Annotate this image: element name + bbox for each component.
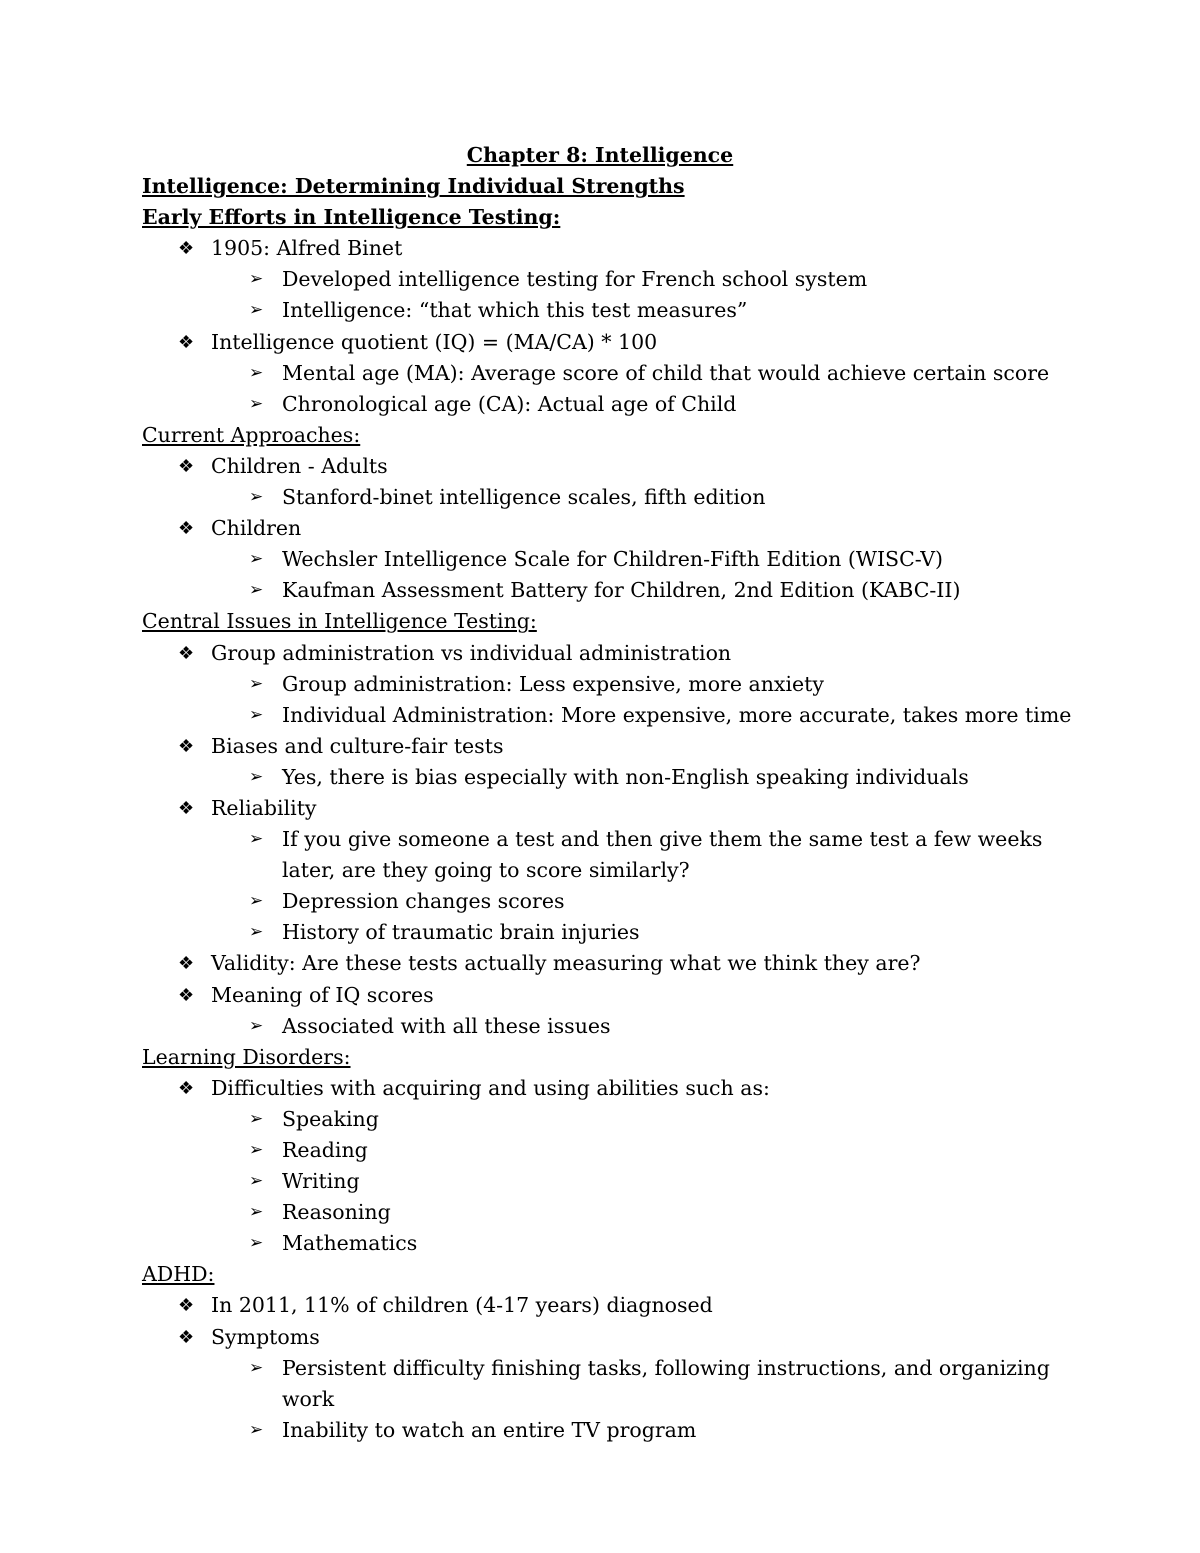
arrow-bullet-icon: ➢ [249,300,264,321]
sub-list-item-text: Inability to watch an entire TV program [282,1417,697,1442]
arrow-bullet-icon: ➢ [249,922,264,943]
sub-list-item-text: Group administration: Less expensive, more anxiety [282,671,824,696]
arrow-bullet-icon: ➢ [249,1233,264,1254]
list-item [142,793,1082,824]
diamond-bullet-icon: ❖ [178,238,195,260]
sub-list-item-text: History of traumatic brain injuries [282,920,640,945]
sub-list-item [142,1353,1062,1415]
list-item-text: In 2011, 11% of children (4-17 years) diagnosed [211,1293,713,1318]
diamond-bullet-icon: ❖ [178,518,195,540]
arrow-bullet-icon: ➢ [249,269,264,290]
list-item-text: Meaning of IQ scores [211,982,434,1007]
arrow-bullet-icon: ➢ [249,766,264,787]
list-item-text: Group administration vs individual administration [211,640,732,665]
diamond-bullet-icon: ❖ [178,735,195,757]
list-item-text: Symptoms [211,1324,320,1349]
list-item-text: Children [211,516,302,541]
sub-list-item-text: Stanford-binet intelligence scales, fifth edition [282,485,766,510]
section-heading: Current Approaches: [142,422,361,447]
sub-list-item [142,917,1082,948]
sub-list-item-text: Associated with all these issues [282,1013,611,1038]
arrow-bullet-icon: ➢ [249,704,264,725]
list-item-text: Biases and culture-fair tests [211,733,504,758]
section-heading: Early Efforts in Intelligence Testing: [142,205,561,230]
sub-list-item [142,700,1082,731]
arrow-bullet-icon: ➢ [249,393,264,414]
section-heading: Central Issues in Intelligence Testing: [142,609,537,634]
sub-list-item-text: Intelligence: “that which this test measures” [282,298,748,323]
sub-list-item-text: Individual Administration: More expensive, more accurate, takes more time [282,702,1072,727]
arrow-bullet-icon: ➢ [249,362,264,383]
arrow-bullet-icon: ➢ [249,1419,264,1440]
section-heading: Learning Disorders: [142,1044,351,1069]
list-item [142,233,1082,264]
list-item [142,1290,1082,1321]
diamond-bullet-icon: ❖ [178,797,195,819]
arrow-bullet-icon: ➢ [249,891,264,912]
sub-list-item-text: Chronological age (CA): Actual age of Child [282,391,737,416]
arrow-bullet-icon: ➢ [249,1357,264,1378]
arrow-bullet-icon: ➢ [249,1108,264,1129]
list-item-text: Children - Adults [211,453,388,478]
arrow-bullet-icon: ➢ [249,549,264,570]
sub-list-item [142,762,1082,793]
sub-list-item [142,1011,1082,1042]
list-item [142,327,1082,358]
sub-list-item [142,1135,1082,1166]
sub-list-item [142,358,1082,389]
sub-list-item [142,886,1082,917]
list-item-text: Reliability [211,795,317,820]
diamond-bullet-icon: ❖ [178,331,195,353]
sub-list-item-text: Wechsler Intelligence Scale for Children-Fifth Edition (WISC-V) [282,547,944,572]
sub-list-item-text: Persistent difficulty finishing tasks, following instructions, and organizing work [282,1355,1050,1411]
sub-list-item-text: Depression changes scores [282,889,565,914]
list-item [142,948,1082,979]
list-item [142,1322,1082,1353]
list-item [142,513,1082,544]
sub-list-item [142,264,1082,295]
section-heading: ADHD: [142,1262,215,1287]
arrow-bullet-icon: ➢ [249,487,264,508]
sub-list-item [142,389,1082,420]
diamond-bullet-icon: ❖ [178,455,195,477]
arrow-bullet-icon: ➢ [249,580,264,601]
arrow-bullet-icon: ➢ [249,1202,264,1223]
page-subtitle: Intelligence: Determining Individual Strengths [142,174,685,199]
diamond-bullet-icon: ❖ [178,1077,195,1099]
diamond-bullet-icon: ❖ [178,1326,195,1348]
arrow-bullet-icon: ➢ [249,673,264,694]
arrow-bullet-icon: ➢ [249,829,264,850]
sub-list-item [142,295,1082,326]
document-body [142,140,1082,1446]
list-item-text: Intelligence quotient (IQ) = (MA/CA) * 100 [211,329,658,354]
list-item-text: Validity: Are these tests actually measuring what we think they are? [211,951,921,976]
sub-list-item-text: Developed intelligence testing for French school system [282,267,868,292]
sub-list-item [142,575,1082,606]
sub-list-item [142,669,1082,700]
diamond-bullet-icon: ❖ [178,984,195,1006]
sub-list-item-text: If you give someone a test and then give them the same test a few weeks later, are they going to score similarly? [282,827,1043,883]
sub-list-item [142,482,1082,513]
sub-list-item-text: Kaufman Assessment Battery for Children, 2nd Edition (KABC-II) [282,578,961,603]
sub-list-item-text: Mathematics [282,1231,418,1256]
sub-list-item-text: Yes, there is bias especially with non-English speaking individuals [282,764,969,789]
list-item-text: 1905: Alfred Binet [211,236,403,261]
sub-list-item [142,824,1062,886]
arrow-bullet-icon: ➢ [249,1015,264,1036]
page-title: Chapter 8: Intelligence [466,143,734,167]
sub-list-item-text: Speaking [282,1106,379,1131]
diamond-bullet-icon: ❖ [178,642,195,664]
list-item [142,451,1082,482]
sub-list-item [142,1104,1082,1135]
arrow-bullet-icon: ➢ [249,1171,264,1192]
sub-list-item-text: Mental age (MA): Average score of child that would achieve certain score [282,360,1050,385]
sub-list-item [142,1415,1082,1446]
sub-list-item [142,1197,1082,1228]
sub-list-item [142,544,1082,575]
sub-list-item-text: Reasoning [282,1200,391,1225]
diamond-bullet-icon: ❖ [178,1295,195,1317]
arrow-bullet-icon: ➢ [249,1140,264,1160]
sub-list-item-text: Reading [282,1138,368,1162]
sub-list-item [142,1228,1082,1259]
sub-list-item [142,1166,1082,1197]
diamond-bullet-icon: ❖ [178,953,195,975]
list-item [142,1073,1082,1104]
list-item [142,638,1082,669]
list-item [142,980,1082,1011]
sub-list-item-text: Writing [282,1169,360,1194]
list-item-text: Difficulties with acquiring and using abilities such as: [211,1075,770,1100]
outline [142,202,1082,1446]
list-item [142,731,1082,762]
